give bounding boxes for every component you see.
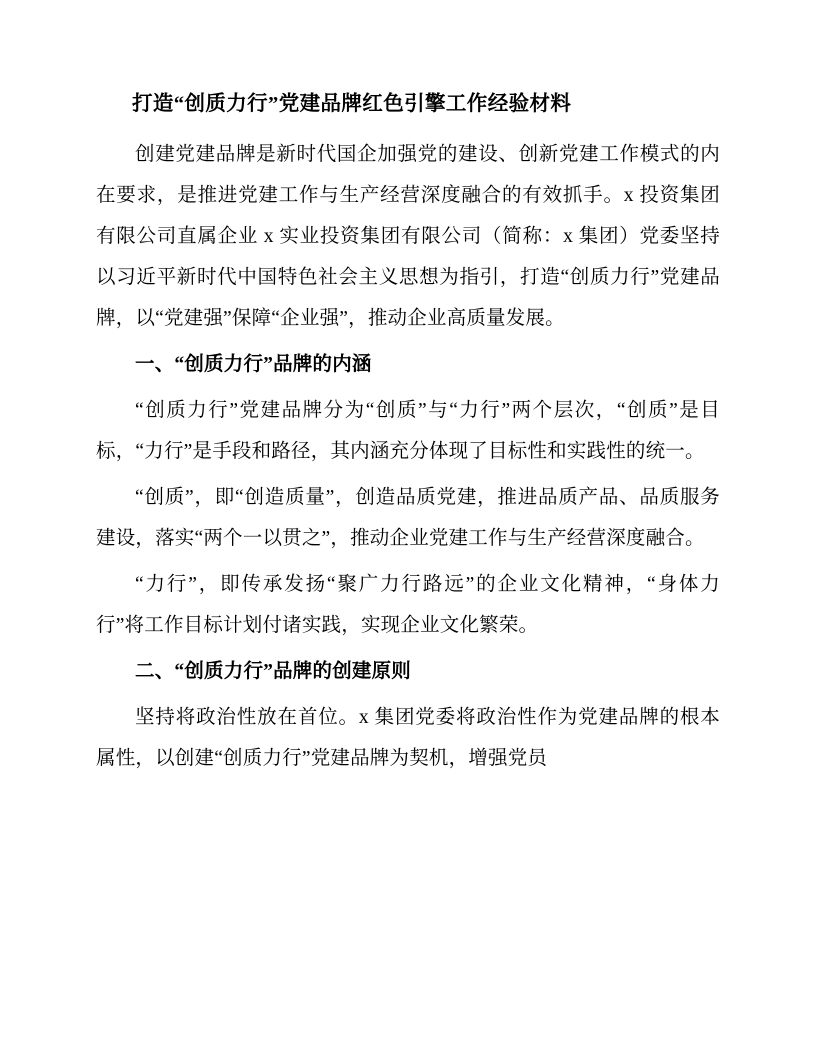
- paragraph-lixing: “力行”，即传承发扬“聚广力行路远”的企业文化精神，“身体力行”将工作目标计划付诸实践，实现企业文化繁荣。: [96, 574, 720, 636]
- paragraph-intro: 创建党建品牌是新时代国企加强党的建设、创新党建工作模式的内在要求，是推进党建工作与生产经营深度融合的有效抓手。x 投资集团有限公司直属企业 x 实业投资集团有限公司（简称：x 集团）党委坚持以习近平新时代中国特色社会主义思想为指引，打造“创质力行”党建品牌，以“党建强”保障“企业强”，推动企业高质量发展。: [96, 144, 720, 329]
- paragraph-political-priority: 坚持将政治性放在首位。x 集团党委将政治性作为党建品牌的根本属性，以创建“创质力行”党建品牌为契机，增强党员: [96, 707, 720, 769]
- section-heading-one: 一、“创质力行”品牌的内涵: [135, 354, 372, 375]
- document-title: 打造“创质力行”党建品牌红色引擎工作经验材料: [132, 93, 572, 115]
- section-heading-two: 二、“创质力行”品牌的创建原则: [135, 661, 412, 682]
- paragraph-brand-levels: “创质力行”党建品牌分为“创质”与“力行”两个层次，“创质”是目标，“力行”是手段和路径，其内涵充分体现了目标性和实践性的统一。: [96, 400, 720, 462]
- paragraph-chuangzhi: “创质”，即“创造质量”，创造品质党建，推进品质产品、品质服务建设，落实“两个一以贯之”，推动企业党建工作与生产经营深度融合。: [96, 487, 720, 549]
